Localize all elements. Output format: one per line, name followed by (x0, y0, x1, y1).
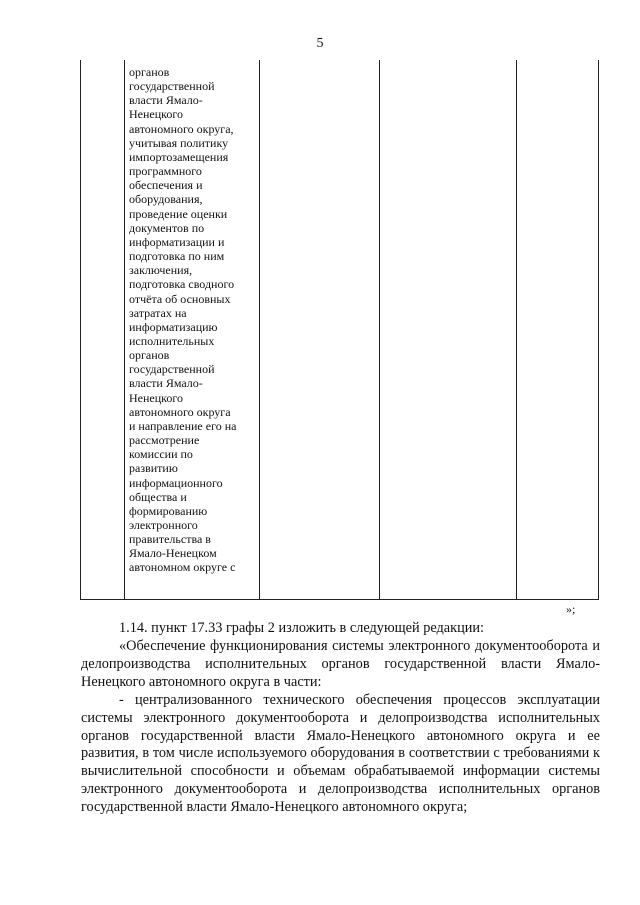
paragraph-amendment-item: - централизованного технического обеспечения процессов эксплуатации системы электронного документооборота и делопроизводства исполнительных органов государственной власти Ямало-Ненецкого автономного округа и ее развития, в том числе используемого оборудования в соответствии с требованиями к вычислительной способности и объемам обрабатываемой информации системы электронного документооборота и делопроизводства исполнительных органов государственной власти Ямало-Ненецкого автономного округа; (81, 692, 600, 815)
table-cell-text: органов государственной власти Ямало- Ненецкого автономного округа, учитывая политику импортозамещения программного обеспечения и оборудования, проведение оценки документов по информатизации и подготовка по ним заключения, подготовка сводного отчёта об основных затратах на информатизацию исполнительных органов государственной власти Ямало- Ненецкого автономного округа и направление его на рассмотрение комиссии по развитию информационного общества и формированию электронного правительства в Ямало-Ненецком автономном округе с (129, 65, 237, 575)
closing-quote: »; (566, 602, 576, 616)
table-column-divider-2 (259, 60, 260, 599)
table-column-divider-1 (124, 60, 125, 599)
page-number: 5 (316, 36, 324, 51)
table-column-divider-3 (379, 60, 380, 599)
paragraph-amendment-heading: 1.14. пункт 17.33 графы 2 изложить в следующей редакции: (119, 620, 485, 636)
table-column-divider-4 (516, 60, 517, 599)
paragraph-amendment-intro: «Обеспечение функционирования системы электронного документооборота и делопроизводства исполнительных органов государственной власти Ямало-Ненецкого автономного округа в части: (81, 638, 600, 690)
